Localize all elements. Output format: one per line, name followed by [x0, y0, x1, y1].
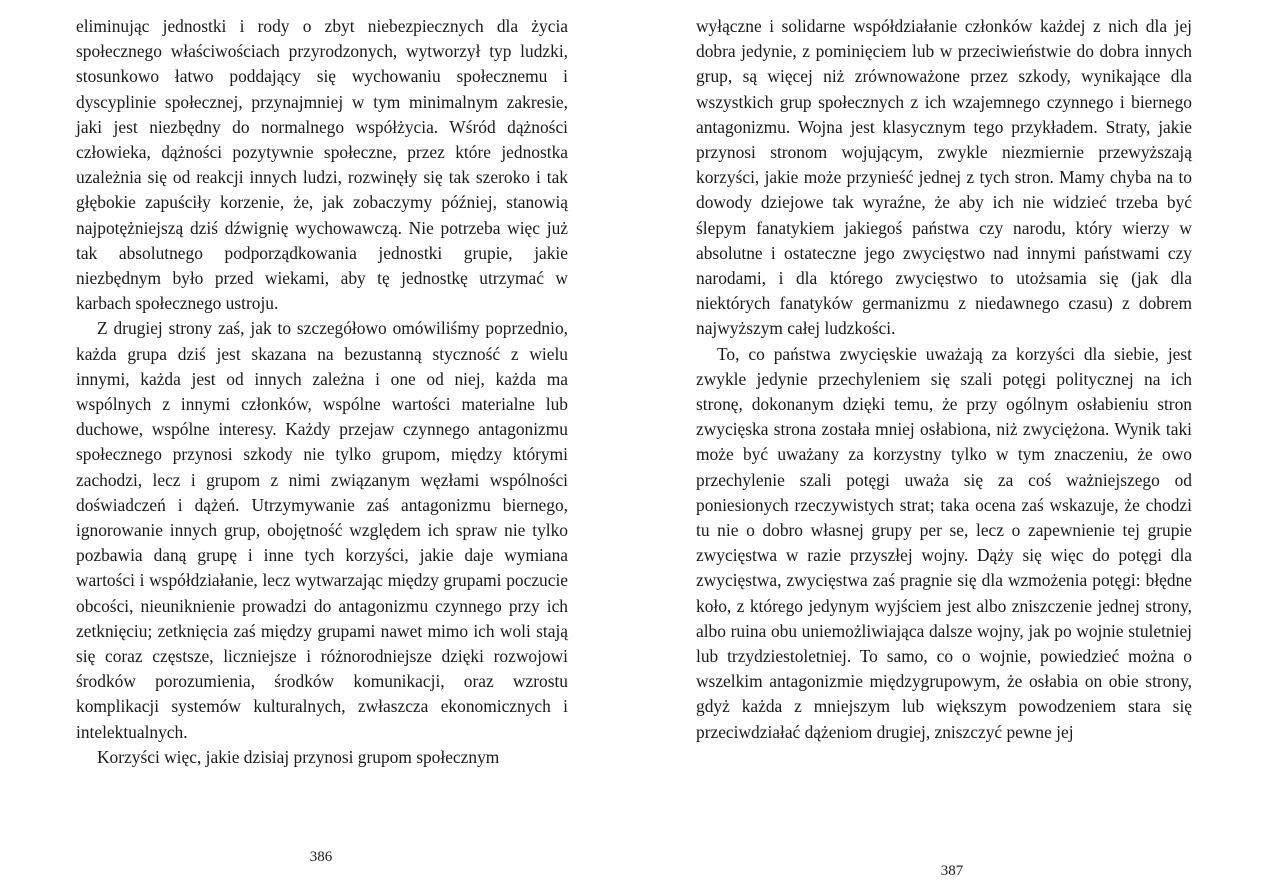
- left-page-text: [76, 14, 568, 770]
- right-page-text: [696, 14, 1192, 745]
- left-paragraph-1: eliminując jednostki i rody o zbyt niebezpiecznych dla życia społecznego właściwościach przyrodzonych, wytworzył typ ludzki, stosunkowo łatwo poddający się wychowaniu społecznemu i dyscyplinie społecznej, przynajmniej w tym minimalnym zakresie, jaki jest niezbędny do normalnego współżycia. Wśród dążności człowieka, dążności pozytywnie społeczne, przez które jednostka uzależnia się od reakcji innych ludzi, rozwinęły się tak szeroko i tak głębokie zapuściły korzenie, że, jak zobaczymy później, stanowią najpotężniejszą dziś dźwignię wychowawczą. Nie potrzeba więc już tak absolutnego podporządkowania jednostki grupie, jakie niezbędnym było przed wiekami, aby tę jednostkę utrzymać w karbach społecznego ustroju.: [76, 16, 568, 314]
- right-paragraph-2: To, co państwa zwycięskie uważają za korzyści dla siebie, jest zwykle jedynie przechyleniem się szali potęgi politycznej na ich stronę, dokonanym dzięki temu, że przy ogólnym osłabieniu stron zwycięska strona została mniej osłabiona, niż zwyciężona. Wynik taki może być uważany za korzystny tylko w tym znaczeniu, że owo przechylenie szali potęgi uważa się za coś ważniejszego od poniesionych rzeczywistych strat; taka ocena zaś wskazuje, że chodzi tu nie o dobro własnej grupy per se, lecz o zapewnienie tej grupie zwycięstwa w razie przyszłej wojny. Dąży się więc do potęgi dla zwycięstwa, zwycięstwa zaś pragnie się dla wzmożenia potęgi: błędne koło, z którego jedynym wyjściem jest albo zniszczenie jednej strony, albo ruina obu uniemożliwiająca dalsze wojny, jak po wojnie stuletniej lub trzydziestoletniej. To samo, co o wojnie, powiedzieć można o wszelkim antagonizmie międzygrupowym, że osłabia on obie strony, gdyż każda z mniejszym lub większym powodzeniem stara się przeciwdziałać dążeniom drugiej, zniszczyć pewne jej: [696, 343, 1192, 742]
- left-page: [0, 0, 631, 893]
- right-page: [632, 0, 1263, 893]
- left-page-number: 386: [309, 849, 333, 865]
- right-page-number: 387: [940, 863, 964, 879]
- left-paragraph-2: Z drugiej strony zaś, jak to szczegółowo omówiliśmy poprzednio, każda grupa dziś jest skazana na bezustanną styczność z wielu innymi, każda jest od innych zależna i one od niej, każda ma wspólnych z innymi członków, wspólne wartości materialne lub duchowe, wspólne interesy. Każdy przejaw czynnego antagonizmu społecznego przynosi szkody nie tylko grupom, między którymi zachodzi, lecz i grupom z nimi związanym węzłami wspólności doświadczeń i dążeń. Utrzymywanie zaś antagonizmu biernego, ignorowanie innych grup, obojętność względem ich spraw nie tylko pozbawia daną grupę i inne tych korzyści, jakie daje wymiana wartości i współdziałanie, lecz wytwarzając między grupami poczucie obcości, nieuniknienie prowadzi do antagonizmu czynnego przy ich zetknięciu; zetknięcia zaś między grupami nawet mimo ich woli stają się coraz częstsze, liczniejsze i różnorodniejsze dzięki rozwojowi środków porozumienia, środków komunikacji, oraz wzrostu komplikacji systemów kulturalnych, zwłaszcza ekonomicznych i intelektualnych.: [76, 318, 568, 742]
- left-paragraph-3: Korzyści więc, jakie dzisiaj przynosi grupom społecznym: [97, 746, 500, 767]
- right-paragraph-1: wyłączne i solidarne współdziałanie członków każdej z nich dla jej dobra jedynie, z pominięciem lub w przeciwieństwie do dobra innych grup, są więcej niż zrównoważone przez szkody, wynikające dla wszystkich grup społecznych z ich wzajemnego czynnego i biernego antagonizmu. Wojna jest klasycznym tego przykładem. Straty, jakie przynosi stronom wojującym, zwykle niezmiernie przewyższają korzyści, jakie może przynieść jednej z tych stron. Mamy chyba na to dowody dziejowe tak wyraźne, że aby ich nie widzieć trzeba być ślepym fanatykiem jakiegoś państwa czy narodu, który wierzy w absolutne i ostateczne jego zwycięstwo nad innymi państwami czy narodami, i dla którego zwycięstwo to utożsamia się (jak dla niektórych fanatyków germanizmu z niedawnego czasu) z dobrem najwyższym całej ludzkości.: [696, 16, 1192, 339]
